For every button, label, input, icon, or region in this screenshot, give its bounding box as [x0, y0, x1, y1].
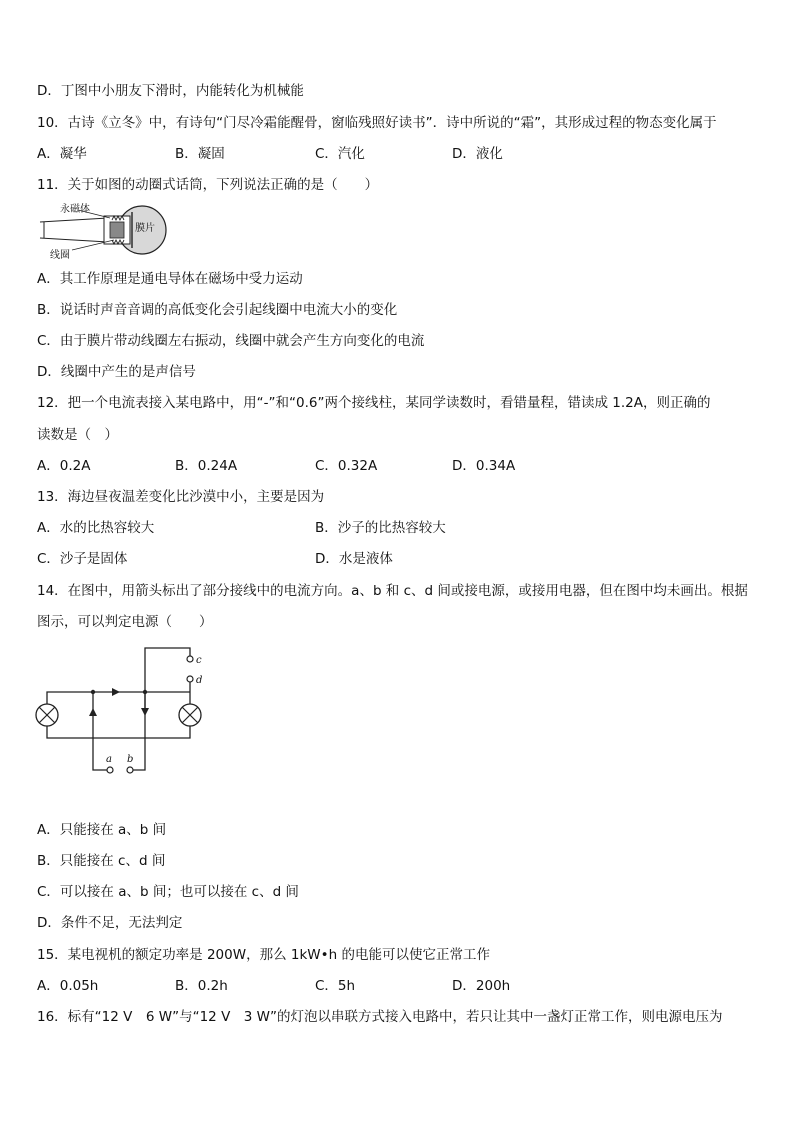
terminal-a-label: a	[106, 754, 112, 765]
q10-option-d: D．液化	[452, 146, 503, 162]
q14-option-a: A．只能接在 a、b 间	[37, 822, 167, 838]
q14-stem-line2: 图示，可以判定电源（ ）	[37, 614, 213, 630]
q14-option-b: B．只能接在 c、d 间	[37, 853, 166, 869]
q12-stem-line1: 12．把一个电流表接入某电路中，用“-”和“0.6”两个接线柱，某同学读数时，看错量程，错读成 1.2A，则正确的	[37, 395, 711, 411]
q10-option-a: A．凝华	[37, 146, 87, 162]
coil-label: 线圈	[50, 250, 70, 261]
q16-stem: 16．标有“12 V 6 W”与“12 V 3 W”的灯泡以串联方式接入电路中，若只让其中一盏灯正常工作，则电源电压为	[37, 1009, 723, 1025]
q14-option-d: D．条件不足，无法判定	[37, 915, 183, 931]
q12-stem-line2: 读数是（ ）	[37, 427, 118, 443]
q15-option-b: B．0.2h	[175, 978, 228, 994]
q15-stem: 15．某电视机的额定功率是 200W，那么 1kW•h 的电能可以使它正常工作	[37, 947, 490, 963]
q11-option-a: A．其工作原理是通电导体在磁场中受力运动	[37, 271, 303, 287]
q15-option-d: D．200h	[452, 978, 511, 994]
q13-option-c: C．沙子是固体	[37, 551, 128, 567]
q11-option-d: D．线圈中产生的是声信号	[37, 364, 196, 380]
q11-option-b: B．说话时声音音调的高低变化会引起线圈中电流大小的变化	[37, 302, 398, 318]
q10-stem: 10．古诗《立冬》中，有诗句“门尽冷霜能醒骨，窗临残照好读书”．诗中所说的“霜”，其形成过程的物态变化属于	[37, 115, 717, 131]
q12-option-b: B．0.24A	[175, 458, 238, 474]
q9-option-d: D．丁图中小朋友下滑时，内能转化为机械能	[37, 83, 304, 99]
magnet-label: 永磁体	[60, 204, 90, 215]
q12-option-a: A．0.2A	[37, 458, 91, 474]
q11-option-c: C．由于膜片带动线圈左右振动，线圈中就会产生方向变化的电流	[37, 333, 425, 349]
terminal-c-label: c	[196, 655, 202, 666]
q10-option-c: C．汽化	[315, 146, 365, 162]
q14-stem-line1: 14．在图中，用箭头标出了部分接线中的电流方向。a、b 和 c、d 间或接电源，或接用电器，但在图中均未画出。根据	[37, 583, 748, 599]
q13-option-b: B．沙子的比热容较大	[315, 520, 446, 536]
q14-option-c: C．可以接在 a、b 间；也可以接在 c、d 间	[37, 884, 299, 900]
q15-option-c: C．5h	[315, 978, 356, 994]
q12-option-d: D．0.34A	[452, 458, 516, 474]
q13-option-d: D．水是液体	[315, 551, 393, 567]
q10-option-b: B．凝固	[175, 146, 225, 162]
terminal-b-label: b	[127, 754, 134, 765]
q12-option-c: C．0.32A	[315, 458, 378, 474]
q13-option-a: A．水的比热容较大	[37, 520, 155, 536]
q13-stem: 13．海边昼夜温差变化比沙漠中小，主要是因为	[37, 489, 325, 505]
moving-coil-microphone-figure	[38, 198, 168, 262]
q11-stem: 11．关于如图的动圈式话筒，下列说法正确的是（ ）	[37, 177, 379, 193]
circuit-figure	[30, 642, 230, 780]
q15-option-a: A．0.05h	[37, 978, 99, 994]
diaphragm-label: 膜片	[135, 223, 155, 234]
terminal-d-label: d	[196, 675, 203, 686]
